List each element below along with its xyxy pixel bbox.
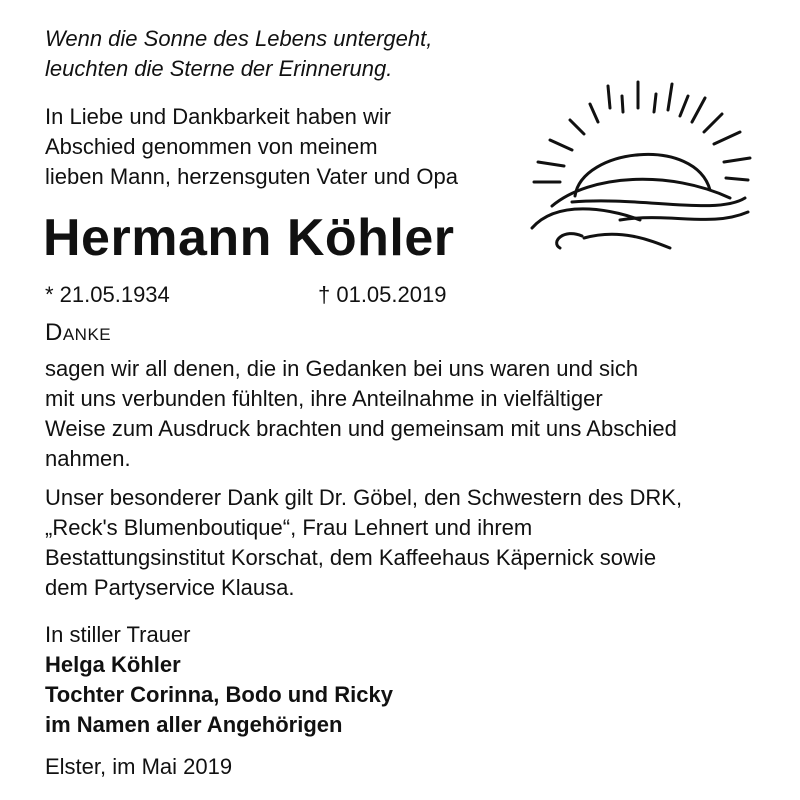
special-thanks-line-3: Bestattungsinstitut Korschat, dem Kaffeehaus Käpernick sowie (45, 545, 657, 570)
intro-line-1: In Liebe und Dankbarkeit haben wir (45, 104, 392, 129)
place-date: Elster, im Mai 2019 (45, 754, 233, 779)
quote-line-2: leuchten die Sterne der Erinnerung. (45, 56, 393, 81)
deceased-name: Hermann Köhler (43, 209, 455, 267)
thanks-heading: Danke (45, 319, 112, 346)
mourning-label: In stiller Trauer (45, 622, 191, 647)
mourner-2: Tochter Corinna, Bodo und Ricky (45, 682, 393, 707)
intro-line-3: lieben Mann, herzensguten Vater und Opa (45, 164, 458, 189)
special-thanks-line-4: dem Partyservice Klausa. (45, 575, 295, 600)
thanks-line-4: nahmen. (45, 446, 131, 471)
intro-line-2: Abschied genommen von meinem (45, 134, 378, 159)
special-thanks-line-2: „Reck's Blumenboutique“, Frau Lehnert und ihrem (45, 515, 533, 540)
thanks-line-3: Weise zum Ausdruck brachten und gemeinsam mit uns Abschied (45, 416, 677, 441)
thanks-line-1: sagen wir all denen, die in Gedanken bei uns waren und sich (45, 356, 639, 381)
mourner-1: Helga Köhler (45, 652, 181, 677)
quote-line-1: Wenn die Sonne des Lebens untergeht, (45, 26, 433, 51)
sunset-over-hills-icon (520, 78, 765, 253)
mourner-3: im Namen aller Angehörigen (45, 712, 343, 737)
birth-date: * 21.05.1934 (45, 282, 170, 307)
thanks-line-2: mit uns verbunden fühlten, ihre Anteilnahme in vielfältiger (45, 386, 603, 411)
death-date: † 01.05.2019 (318, 282, 447, 307)
special-thanks-line-1: Unser besonderer Dank gilt Dr. Göbel, den Schwestern des DRK, (45, 485, 683, 510)
